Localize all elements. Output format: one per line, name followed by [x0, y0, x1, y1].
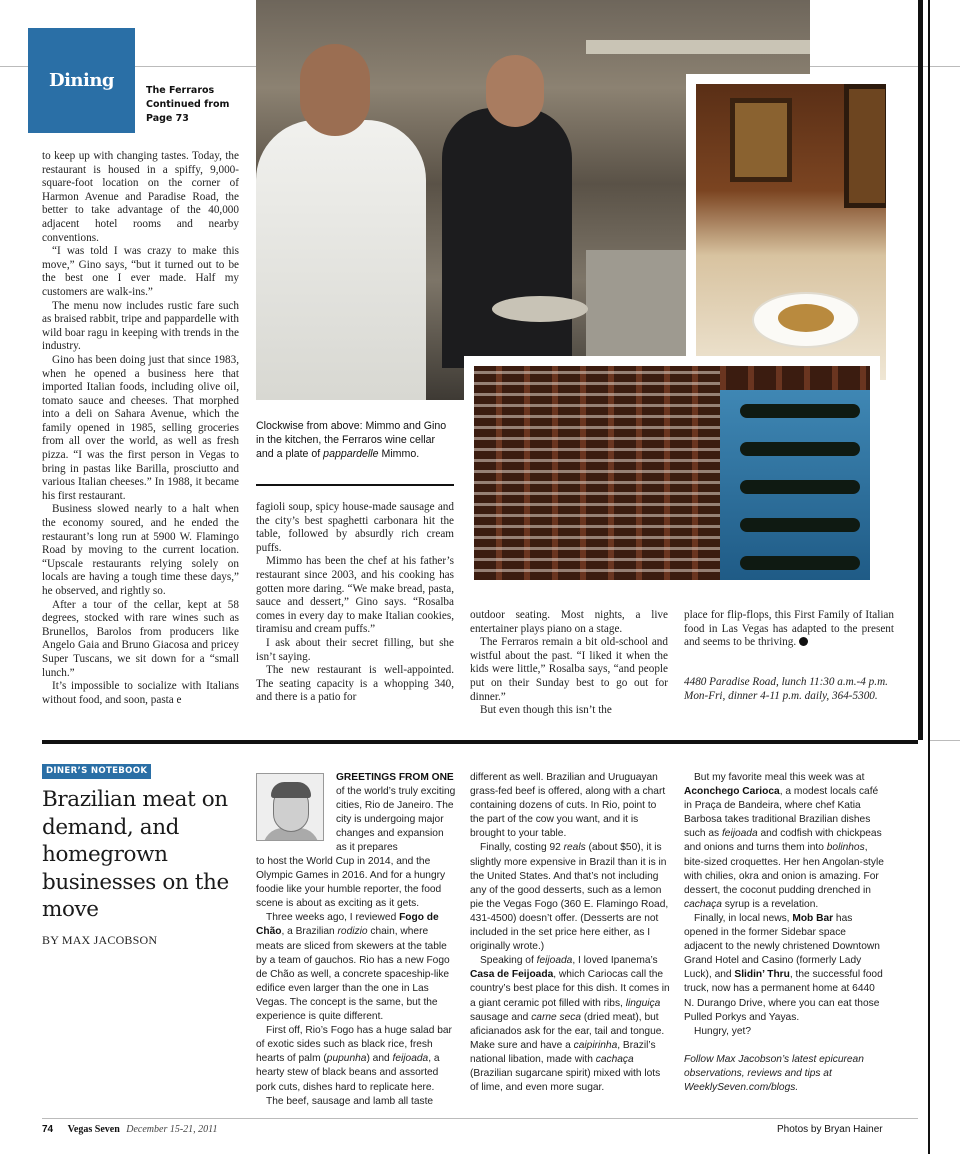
section-badge [28, 28, 135, 133]
section-divider [42, 740, 918, 744]
magazine-name: Vegas Seven [67, 1124, 120, 1135]
section-divider-edge [930, 740, 960, 741]
right-page-rule-thin [928, 0, 930, 1154]
page-footer [42, 1124, 217, 1135]
paragraph: The Ferraros remain a bit old-school and wistful about the past. “I liked it when the kids were little,” Rosalba says, “and people put on their Sunday best to go out for dinner.” [470, 636, 668, 703]
caption-rule [256, 484, 454, 486]
notebook-column-1: to host the World Cup in 2014, and the Olympic Games in 2016. And for a hungry foodie like your humble reporter, the food scene is about as exciting as it gets. Three weeks ago, I reviewed Fogo de Chão, a Brazilian rodizio chain, where meats are sliced from skewers at the table by a team of gauchos. Rio has a new Fogo de Chão as well, a concrete spaceship-like edifice even larger than the one in Las Vegas. The concept is the same, but the experience is quite different. First off, Rio’s Fogo has a huge salad bar of exotic sides such as black rice, fresh hearts of palm (pupunha) and feijoada, a hearty stew of black beans and assorted pork cuts, dishes hard to replicate here. The beef, sausage and lamb all taste [256, 856, 452, 1107]
footer-rule [42, 1118, 918, 1119]
notebook-column-2: different as well. Brazilian and Uruguayan grass-fed beef is offered, along with a chart containing dozens of cuts. In Rio, point to the part of the cow you want, and it is brought to your table. Finally, costing 92 reals (about $50), it is slightly more expensive in Brazil than it is in the United States. And that’s not including any of the good desserts, such as a lemon pie the Vegas Fogo (360 E. Flamingo Road, 431-4500) doesn’t offer. (Desserts are not included in the set price here either, as I originally wrote.) Speaking of feijoada, I loved Ipanema’s Casa de Feijoada, which Cariocas call the country’s best place for this dish. It comes in a giant ceramic pot filled with ribs, linguiça sausage and carne seca (dried meat), but aficianados ask for the ear, tail and tongue. Make sure and have a caipirinha, Brazil’s national libation, made with cachaça (Brazilian sugarcane spirit) mixed with lots of lime, and even more sugar. [470, 772, 670, 1094]
paragraph: I ask about their secret filling, but she isn’t saying. [256, 636, 454, 663]
paragraph: fagioli soup, spicy house-made sausage and the city’s best spaghetti carbonara hit the table, followed by absurdly rich cream puffs. [256, 501, 454, 554]
paragraph: place for flip-flops, this First Family of Italian food in Las Vegas has adapted to the present and seems to be thriving. [684, 609, 894, 649]
paragraph: outdoor seating. Most nights, a live entertainer plays piano on a stage. [470, 609, 668, 635]
paragraph: The new restaurant is well-appointed. The seating capacity is a whopping 340, and there is a patio for [256, 664, 454, 704]
right-page-rule [918, 0, 923, 740]
notebook-column-3: But my favorite meal this week was at Aconchego Carioca, a modest locals café in Praça de Bandeira, where chef Katia Barbosa takes traditional Brazilian dishes such as feijoada and codfish with chickpeas and onions and turns them into bolinhos, bite-sized croquettes. Her hen Angolan-style with chilies, okra and onion is amazing. For dessert, the coconut pudding drenched in cachaça syrup is a revelation. Finally, in local news, Mob Bar has opened in the former Sidebar space adjacent to the newly christened Downtown Grand Hotel and Casino (formerly Lady Luck), and Slidin’ Thru, the successful food truck, now has a permanent home at 6440 N. Durango Drive, where you can eat those Pulled Porkys and Yayas. Hungry, yet? Follow Max Jacobson’s latest epicurean observations, reviews and tips at WeeklySeven.com/blogs. [684, 772, 884, 1093]
column-tag: DINER’S NOTEBOOK [42, 764, 151, 779]
paragraph: The menu now includes rustic fare such as braised rabbit, tripe and pappardelle with wild boar ragu in keeping with trends in the industry. [42, 299, 239, 353]
article-column-1 [42, 150, 239, 707]
notebook-column-1-top: GREETINGS FROM ONE of the world’s truly exciting cities, Rio de Janeiro. The city is undergoing major changes and expansion as it prepares [336, 772, 456, 854]
paragraph: Business slowed nearly to a halt when the economy soured, and he ended the restaurant’s long run at 5900 W. Flamingo Road by moving to the current location. “Upscale restaurants relying solely on locals are having a tough time these days,” he observed, and rightly so. [42, 503, 239, 597]
wine-cellar-photo [464, 356, 880, 590]
paragraph: “I was told I was crazy to make this move,” Gino says, “but it turned out to be the best one I ever made. Half my customers are walk-ins.” [42, 245, 239, 298]
byline: BY MAX JACOBSON [42, 933, 158, 947]
paragraph: After a tour of the cellar, kept at 58 degrees, stocked with rare wines such as Brunellos, Barolos from producers like Angelo Gaia and Bruno Giacosa and pricey Super Tuscans, we sit down for a “small lunch.” [42, 598, 239, 679]
restaurant-info: 4480 Paradise Road, lunch 11:30 a.m.-4 p.m. Mon-Fri, dinner 4-11 p.m. daily, 364-5300. [684, 676, 888, 702]
issue-date: December 15-21, 2011 [126, 1124, 218, 1135]
photo-caption: Clockwise from above: Mimmo and Gino in the kitchen, the Ferraros wine cellar and a plate of pappardelle Mimmo. [256, 420, 447, 460]
paragraph: Gino has been doing just that since 1983, when he opened a business here that imported Italian foods, including olive oil, tomato sauce and cheeses. That morphed into a deli on Sahara Avenue, which the family opened in 1985, selling groceries from all over the world, as well as fresh pizza. “I was the first person in Vegas to bring in pastas like Barilla, prosciutto and various Italian cheeses.” In 1988, it became his first restaurant. [42, 353, 239, 502]
notebook-headline: Brazilian meat on demand, and homegrown businesses on the move [42, 787, 229, 922]
article-column-3 [470, 609, 668, 718]
paragraph: to keep up with changing tastes. Today, the restaurant is housed in a spiffy, 9,000-square-foot location on the corner of Harmon Avenue and Paradise Road, the better to take advantage of the 40,000 adjacent hotel rooms and nearby conventions. [42, 150, 239, 244]
end-mark-icon [799, 637, 808, 646]
paragraph: But even though this isn’t the [480, 704, 612, 717]
dish-photo [686, 74, 896, 390]
continued-note: The Ferraros Continued from Page 73 [146, 85, 230, 124]
paragraph: Mimmo has been the chef at his father’s restaurant since 2003, and his cooking has gotten more daring. “We make bread, pasta, sauce and dessert,” Gino says. “Rosalba comes in every day to make Italian cookies, tiramisu and cream puffs.” [256, 555, 454, 636]
article-column-4 [684, 609, 894, 650]
paragraph: It’s impossible to socialize with Italians without food, and soon, pasta e [42, 680, 239, 706]
article-column-2 [256, 501, 454, 705]
author-portrait [256, 773, 324, 841]
photo-credit: Photos by Bryan Hainer [777, 1124, 883, 1135]
section-label: Dining [48, 70, 115, 91]
page-number: 74 [42, 1124, 54, 1135]
